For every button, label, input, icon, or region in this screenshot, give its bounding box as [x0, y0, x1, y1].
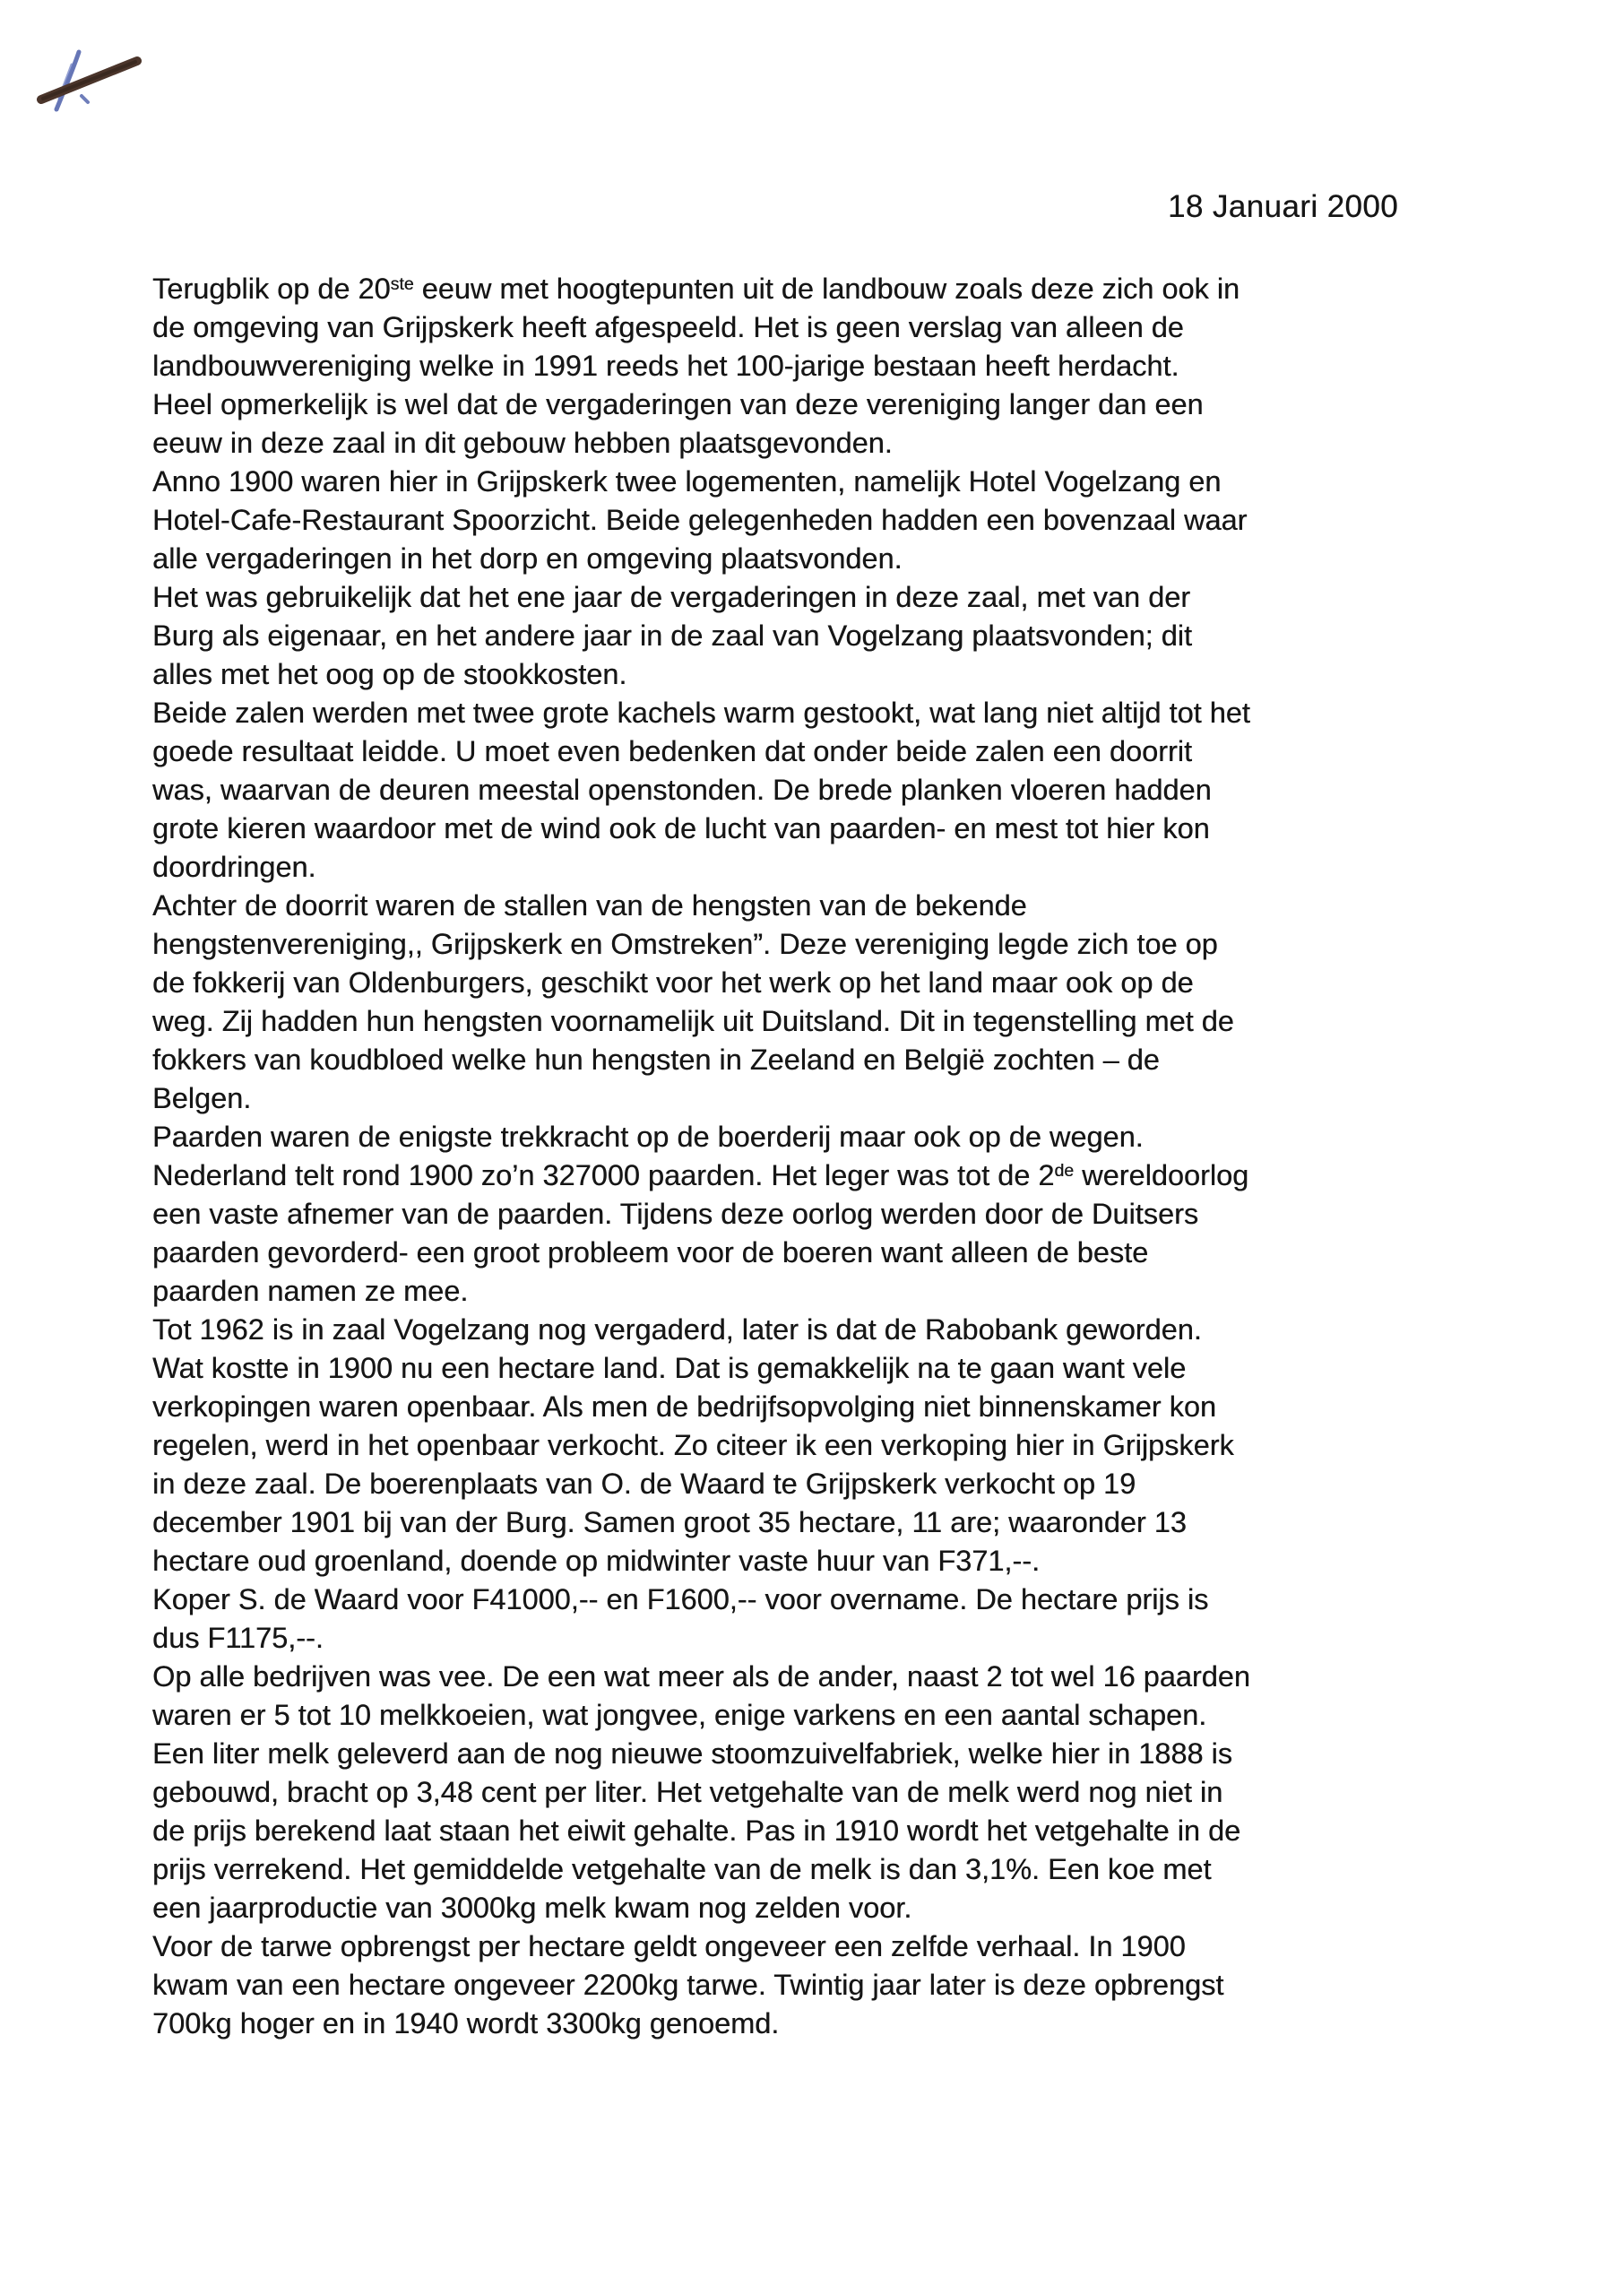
- text-line: Anno 1900 waren hier in Grijpskerk twee logementen, namelijk Hotel Vogelzang en: [152, 465, 1222, 498]
- text-line: Nederland telt rond 1900 zo’n 327000 paarden. Het leger was tot de 2de wereldoorlog: [152, 1159, 1249, 1191]
- text-line: de omgeving van Grijpskerk heeft afgespeeld. Het is geen verslag van alleen de: [152, 311, 1184, 343]
- text-line: in deze zaal. De boerenplaats van O. de Waard te Grijpskerk verkocht op 19: [152, 1468, 1136, 1500]
- text-line: weg. Zij hadden hun hengsten voornamelijk uit Duitsland. Dit in tegenstelling met de: [152, 1005, 1234, 1037]
- text-line: verkopingen waren openbaar. Als men de bedrijfsopvolging niet binnenskamer kon: [152, 1390, 1217, 1423]
- text-line: Beide zalen werden met twee grote kachels warm gestookt, wat lang niet altijd tot het: [152, 697, 1250, 729]
- text-line: was, waarvan de deuren meestal openstonden. De brede planken vloeren hadden: [152, 774, 1212, 806]
- text-line: grote kieren waardoor met de wind ook de lucht van paarden- en mest tot hier kon: [152, 812, 1210, 844]
- text-line: goede resultaat leidde. U moet even bedenken dat onder beide zalen een doorrit: [152, 735, 1192, 767]
- text-line: gebouwd, bracht op 3,48 cent per liter. Het vetgehalte van de melk werd nog niet in: [152, 1776, 1223, 1808]
- text-line: alle vergaderingen in het dorp en omgeving plaatsvonden.: [152, 542, 903, 575]
- text-line: Op alle bedrijven was vee. De een wat meer als de ander, naast 2 tot wel 16 paarden: [152, 1660, 1250, 1693]
- document-body: [152, 270, 1497, 2043]
- text-line: Belgen.: [152, 1082, 252, 1114]
- text-line: de prijs berekend laat staan het eiwit gehalte. Pas in 1910 wordt het vetgehalte in de: [152, 1814, 1241, 1847]
- text-line: regelen, werd in het openbaar verkocht. Zo citeer ik een verkoping hier in Grijpskerk: [152, 1429, 1234, 1461]
- text-line: hengstenvereniging,, Grijpskerk en Omstreken”. Deze vereniging legde zich toe op: [152, 928, 1218, 960]
- text-line: Voor de tarwe opbrengst per hectare geldt ongeveer een zelfde verhaal. In 1900: [152, 1930, 1186, 1962]
- text-line: Terugblik op de 20ste eeuw met hoogtepunten uit de landbouw zoals deze zich ook in: [152, 273, 1240, 305]
- text-line: fokkers van koudbloed welke hun hengsten in Zeeland en België zochten – de: [152, 1044, 1160, 1076]
- text-line: Tot 1962 is in zaal Vogelzang nog vergaderd, later is dat de Rabobank geworden.: [152, 1313, 1202, 1346]
- pen-mark-blue-stroke: [56, 52, 79, 109]
- text-line: Paarden waren de enigste trekkracht op de boerderij maar ook op de wegen.: [152, 1121, 1144, 1153]
- text-line: december 1901 bij van der Burg. Samen groot 35 hectare, 11 are; waaronder 13: [152, 1506, 1187, 1538]
- text-line: Heel opmerkelijk is wel dat de vergaderingen van deze vereniging langer dan een: [152, 388, 1204, 420]
- text-line: hectare oud groenland, doende op midwinter vaste huur van F371,--.: [152, 1545, 1041, 1577]
- text-line: doordringen.: [152, 851, 316, 883]
- text-line: een vaste afnemer van de paarden. Tijdens deze oorlog werden door de Duitsers: [152, 1198, 1199, 1230]
- text-line: een jaarproductie van 3000kg melk kwam nog zelden voor.: [152, 1892, 912, 1924]
- text-line: paarden namen ze mee.: [152, 1275, 469, 1307]
- text-line: Een liter melk geleverd aan de nog nieuwe stoomzuivelfabriek, welke hier in 1888 is: [152, 1737, 1232, 1770]
- text-line: waren er 5 tot 10 melkkoeien, wat jongvee, enige varkens en een aantal schapen.: [152, 1699, 1207, 1731]
- text-line: alles met het oog op de stookkosten.: [152, 658, 627, 690]
- text-line: Het was gebruikelijk dat het ene jaar de vergaderingen in deze zaal, met van der: [152, 581, 1191, 613]
- text-line: Wat kostte in 1900 nu een hectare land. Dat is gemakkelijk na te gaan want vele: [152, 1352, 1187, 1384]
- text-line: Achter de doorrit waren de stallen van de hengsten van de bekende: [152, 889, 1027, 922]
- text-line: Burg als eigenaar, en het andere jaar in de zaal van Vogelzang plaatsvonden; dit: [152, 619, 1193, 652]
- pen-mark-annotation: [0, 9, 188, 143]
- text-line: paarden gevorderd- een groot probleem voor de boeren want alleen de beste: [152, 1236, 1149, 1269]
- pen-mark-blue-dot: [82, 96, 88, 102]
- text-line: 700kg hoger en in 1940 wordt 3300kg genoemd.: [152, 2007, 780, 2040]
- text-line: eeuw in deze zaal in dit gebouw hebben plaatsgevonden.: [152, 427, 893, 459]
- pen-mark-dark-stroke-core: [43, 62, 135, 99]
- text-line: dus F1175,--.: [152, 1622, 324, 1654]
- text-line: landbouwvereniging welke in 1991 reeds het 100-jarige bestaan heeft herdacht.: [152, 350, 1179, 382]
- text-line: Hotel-Cafe-Restaurant Spoorzicht. Beide gelegenheden hadden een bovenzaal waar: [152, 504, 1248, 536]
- text-line: prijs verrekend. Het gemiddelde vetgehalte van de melk is dan 3,1%. Een koe met: [152, 1853, 1212, 1885]
- text-line: Koper S. de Waard voor F41000,-- en F1600,-- voor overname. De hectare prijs is: [152, 1583, 1209, 1615]
- text-line: de fokkerij van Oldenburgers, geschikt voor het werk op het land maar ook op de: [152, 966, 1194, 999]
- text-line: kwam van een hectare ongeveer 2200kg tarwe. Twintig jaar later is deze opbrengst: [152, 1969, 1224, 2001]
- date-line: 18 Januari 2000: [1168, 189, 1399, 224]
